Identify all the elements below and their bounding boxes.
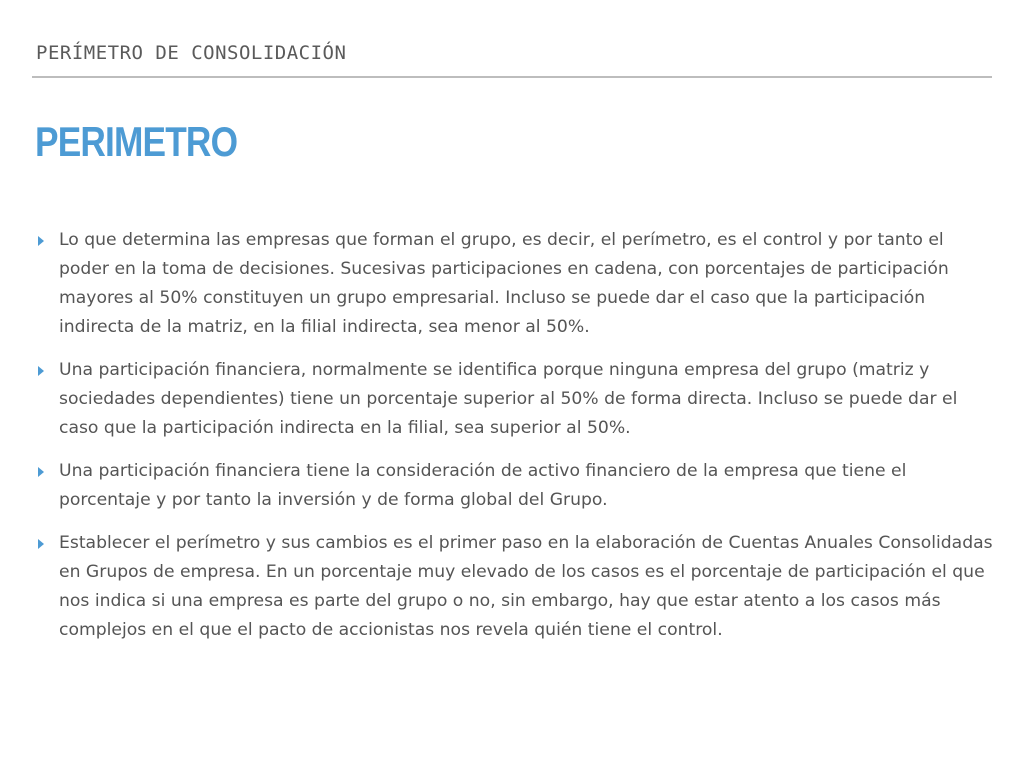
- slide-title: PERIMETRO: [35, 118, 238, 165]
- bullet-text: Una participación financiera tiene la consideración de activo financiero de la empresa que tiene el porcentaje y por tanto la inversión y de forma global del Grupo.: [59, 461, 907, 510]
- bullet-text: Una participación financiera, normalmente se identifica porque ninguna empresa del grupo (matriz y sociedades dependientes) tiene un porcentaje superior al 50% de forma directa. Incluso se puede dar el caso que la participación indirecta en la filial, sea superior al 50%.: [59, 360, 958, 438]
- header-divider: [32, 76, 992, 78]
- bullet-item: [36, 529, 996, 645]
- bullet-text: Lo que determina las empresas que forman el grupo, es decir, el perímetro, es el control y por tanto el poder en la toma de decisiones. Sucesivas participaciones en cadena, con porcentajes de participación mayores al 50% constituyen un grupo empresarial. Incluso se puede dar el caso que la participación indirecta de la matriz, en la filial indirecta, sea menor al 50%.: [59, 230, 949, 337]
- bullet-list: [36, 226, 996, 659]
- triangle-bullet-icon: [38, 467, 44, 477]
- triangle-bullet-icon: [38, 539, 44, 549]
- triangle-bullet-icon: [38, 236, 44, 246]
- bullet-item: [36, 226, 996, 342]
- triangle-bullet-icon: [38, 366, 44, 376]
- bullet-item: [36, 356, 996, 443]
- bullet-item: [36, 457, 996, 515]
- section-header-title: PERÍMETRO DE CONSOLIDACIÓN: [36, 42, 347, 64]
- bullet-text: Establecer el perímetro y sus cambios es el primer paso en la elaboración de Cuentas Anuales Consolidadas en Grupos de empresa. En un porcentaje muy elevado de los casos es el porcentaje de participación el que nos indica si una empresa es parte del grupo o no, sin embargo, hay que estar atento a los casos más complejos en el que el pacto de accionistas nos revela quién tiene el control.: [59, 533, 993, 640]
